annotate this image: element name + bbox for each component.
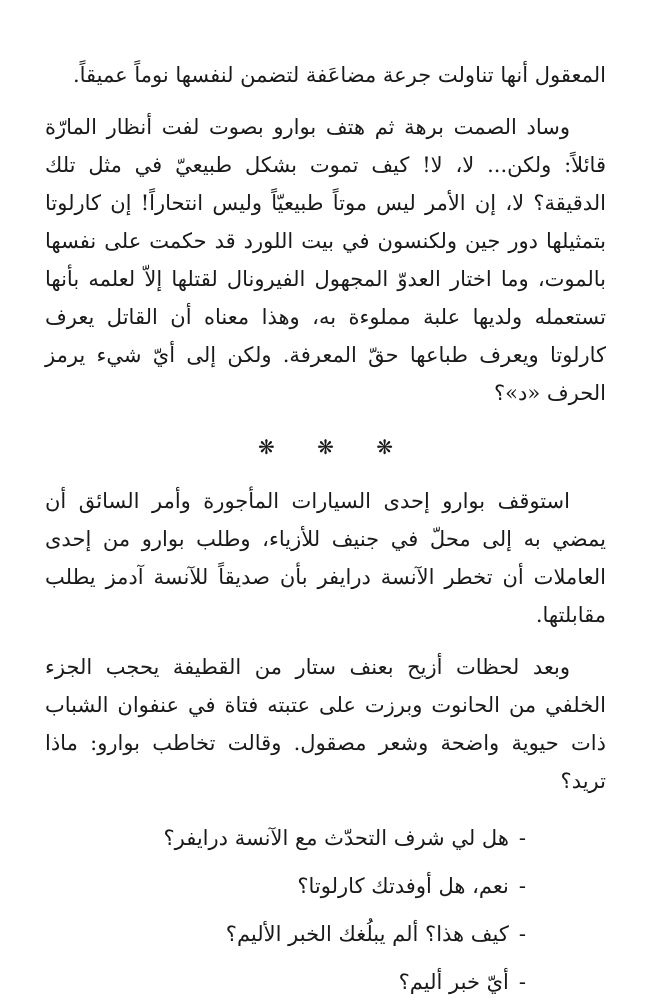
dialogue-text: نعم، هل أوفدتك كارلوتا؟ [297, 874, 509, 898]
dialogue-text: هل لي شرف التحدّث مع الآنسة درايفر؟ [163, 826, 509, 850]
dialogue-dash: - [518, 922, 526, 946]
dialogue-dash: - [518, 874, 526, 898]
dialogue-text: كيف هذا؟ ألم يبلُغك الخبر الأليم؟ [225, 922, 509, 946]
paragraph-poirot-exclaims: وساد الصمت برهة ثم هتف بوارو بصوت لفت أنظار المارّة قائلاً: ولكن... لا، لا! كيف تموت بشكل طبيعيّ في مثل تلك الدقيقة؟ لا، إن الأمر ليس موتاً طبيعيّاً وليس انتحاراً! إن كارلوتا بتمثيلها دور جين ولكنسون في بيت اللورد قد حكمت على نفسها بالموت، وما اختار العدوّ المجهول الفيرونال لقتلها إلاّ لعلمه بأنها تستعمله ولديها علبة مملوءة به، وهذا معناه أن القاتل يعرف كارلوتا ويعرف طباعها حقّ المعرفة. ولكن إلى أيّ شيء يرمز الحرف «د»؟ [45, 115, 606, 405]
dialogue-dash: - [518, 826, 526, 850]
paragraph-taxi: استوقف بوارو إحدى السيارات المأجورة وأمر السائق أن يمضي به إلى محلّ في جنيف للأزياء، وطلب بوارو من إحدى العاملات أن تخطر الآنسة درايفر بأن صديقاً للآنسة آدمز يطلب مقابلتها. [45, 489, 606, 627]
paragraph-continued: المعقول أنها تناولت جرعة مضاعَفة لتضمن لنفسها نوماً عميقاً. [72, 63, 606, 87]
dialogue-line [45, 862, 526, 910]
section-divider-asterisks: ❋ ❋ ❋ [258, 435, 411, 459]
dialogue-dash: - [518, 970, 526, 994]
dialogue-line [45, 910, 526, 958]
dialogue-line [45, 814, 526, 862]
paragraph-curtain: وبعد لحظات أزيح بعنف ستار من القطيفة يحجب الجزء الخلفي من الحانوت وبرزت على عتبته فتاة في عنفوان الشباب ذات حيوية واضحة وشعر مصقول. وقالت تخاطب بوارو: ماذا تريد؟ [45, 655, 606, 793]
dialogue-text: أيّ خبر أليم؟ [398, 970, 509, 994]
dialogue-list [45, 814, 606, 1006]
dialogue-line [45, 958, 526, 1006]
